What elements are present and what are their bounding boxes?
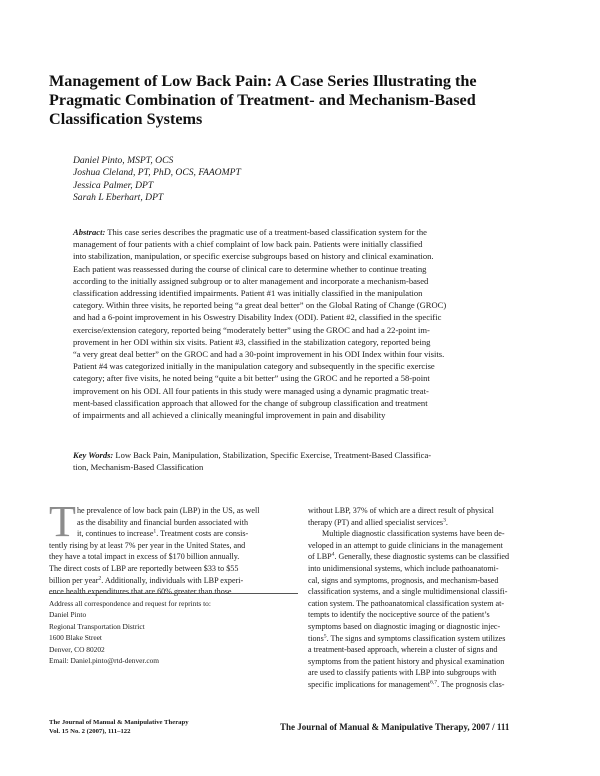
title-line: Classification Systems [49,110,203,128]
title-line: Management of Low Back Pain: A Case Series Illustrating the [49,72,477,90]
body-text: . The prognosis clas- [437,679,505,689]
body-text: . Treatment costs are consis- [156,529,249,539]
body-text: . Generally, these diagnostic systems can be classified [334,552,510,562]
body-line: symptoms from the patient history and physical examination [308,656,505,666]
body-line [308,551,552,563]
abstract-line: provement in her ODI within six visits. Patient #3, classified in the stabilization category, reported being [73,336,431,347]
footer-citation [49,719,189,736]
citation: 4 [331,551,335,558]
body-line [49,575,297,587]
abstract-line: classification addressing identified impairments. Patient #1 was initially classified in the manipulation [73,288,423,299]
abstract-text: This case series describes the pragmatic use of a treatment-based classification system for the [107,227,427,237]
correspondence-divider [49,593,298,594]
citation: 2 [98,574,102,581]
body-line: they have a total impact in excess of $170 billion annually. [49,552,240,562]
body-line: ence health expenditures that are 60% greater than those [49,587,232,597]
body-line: classification systems, and a single multidimensional classifi- [308,587,508,597]
body-line: are used to classify patients with LBP into subgroups with [308,668,497,678]
abstract-label: Abstract: [73,227,106,237]
body-text: billion per year [49,575,99,585]
correspondence-street: 1600 Blake Street [49,633,102,643]
footer-journal: The Journal of Manual & Manipulative Therapy [49,719,189,726]
drop-cap: T [49,497,76,546]
body-line: as the disability and financial burden associated with [77,517,249,527]
body-text: . Additionally, individuals with LBP experi- [101,575,244,585]
right-column [308,505,552,691]
abstract-line: and had a 6-point improvement in his Oswestry Disability Index (ODI). Patient #2, classified in the specific [73,312,442,323]
running-head: The Journal of Manual & Manipulative Therapy, 2007 / 111 [280,722,510,732]
body-text: of LBP [308,552,332,562]
abstract-line: category. Within three visits, he reported being “a great deal better” on the Global Rating of Change (GROC) [73,300,447,311]
body-line [49,528,297,540]
abstract-line: ment-based classification approach that allowed for the change of subgroup classification and treatment [73,397,428,408]
body-line [308,517,552,529]
body-line: without LBP, 37% of which are a direct result of physical [308,506,494,515]
body-text: specific implications for management [308,679,431,689]
footer-volume: Vol. 15 No. 2 (2007), 111–122 [49,727,131,735]
abstract-line: category; after five visits, he noted being “quite a bit better” using the GROC and he reported a 58-point [73,373,430,384]
body-line: cation system. The pathoanatomical classification system at- [308,598,505,608]
keywords-label: Key Words: [73,450,114,460]
abstract [73,226,527,421]
title-line: Pragmatic Combination of Treatment- and Mechanism-Based [49,91,476,109]
abstract-line: improvement on his ODI. All four patients in this study were managed using a dynamic pragmatic treat- [73,385,429,396]
body-line: a treatment-based approach, wherein a cluster of signs and [308,645,498,655]
body-text: therapy (PT) and allied specialist services [308,517,444,527]
abstract-line: of impairments and all achieved a clinically meaningful improvement in pain and disability [73,410,386,421]
article-title [49,72,549,129]
body-line: The direct costs of LBP are reportedly between $33 to $55 [49,563,239,573]
body-text: . The signs and symptoms classification system utilizes [326,633,506,643]
author-list [73,155,241,204]
citation: 5 [323,632,327,639]
correspondence-org: Regional Transportation District [49,621,145,631]
body-line [308,633,552,645]
body-line: veloped in an attempt to guide clinicians in the management [308,540,503,550]
left-column [49,505,297,598]
abstract-line: into stabilization, manipulation, or specific exercise subgroups based on history and clinical examination. [73,251,434,262]
correspondence-name: Daniel Pinto [49,610,87,620]
body-text: tions [308,633,324,643]
correspondence [49,598,297,666]
abstract-line: “a very great deal better” on the GROC and had a 30-point improvement in his ODI Index within four visits. [73,349,445,360]
citation: 6,7 [430,679,438,686]
body-line: tempts to identify the nociceptive source of the patient’s [308,610,490,620]
keywords-line: tion, Mechanism-Based Classification [73,462,204,473]
citation: 3 [443,516,446,523]
body-line: cal, signs and symptoms, prognosis, and mechanism-based [308,575,499,585]
correspondence-city: Denver, CO 80202 [49,644,105,654]
body-text: it, continues to increase [77,529,154,539]
author: Sarah L Eberhart, DPT [73,191,164,203]
abstract-line: exercise/extension category, reported being “moderately better” using the GROC and had a 22-point im- [73,324,430,335]
keywords-line [73,449,533,461]
keywords-text: Low Back Pain, Manipulation, Stabilization, Specific Exercise, Treatment-Based Classifica- [115,450,432,460]
body-line: tently rising by at least 7% per year in the United States, and [49,540,246,550]
author: Daniel Pinto, MSPT, OCS [73,155,174,166]
correspondence-email: Email: Daniel.pinto@rtd-denver.com [49,656,160,666]
abstract-line: Patient #4 was categorized initially in the manipulation category and subsequently in the specific exercise [73,361,435,372]
citation: 1 [153,528,157,535]
abstract-line: Each patient was reassessed during the course of clinical care to determine whether to continue treating [73,263,427,274]
abstract-line [73,226,527,238]
body-line [308,679,552,691]
body-line: Multiple diagnostic classification systems have been de- [322,529,505,539]
body-line: he prevalence of low back pain (LBP) in the US, as well [77,506,260,515]
abstract-line: management of four patients with a chief complaint of low back pain. Patients were initially classified [73,239,423,250]
body-text: . [445,517,448,527]
keywords [73,449,533,473]
abstract-line: according to the initially assigned subgroup or to alter management and incorporate a mechanism-based [73,275,429,286]
correspondence-intro: Address all correspondence and request for reprints to: [49,599,211,608]
body-line: into unidimensional systems, which include pathoanatomi- [308,563,499,573]
body-line: symptoms based on diagnostic imaging or diagnostic injec- [308,621,501,631]
author: Joshua Cleland, PT, PhD, OCS, FAAOMPT [73,167,241,179]
author: Jessica Palmer, DPT [73,179,154,191]
